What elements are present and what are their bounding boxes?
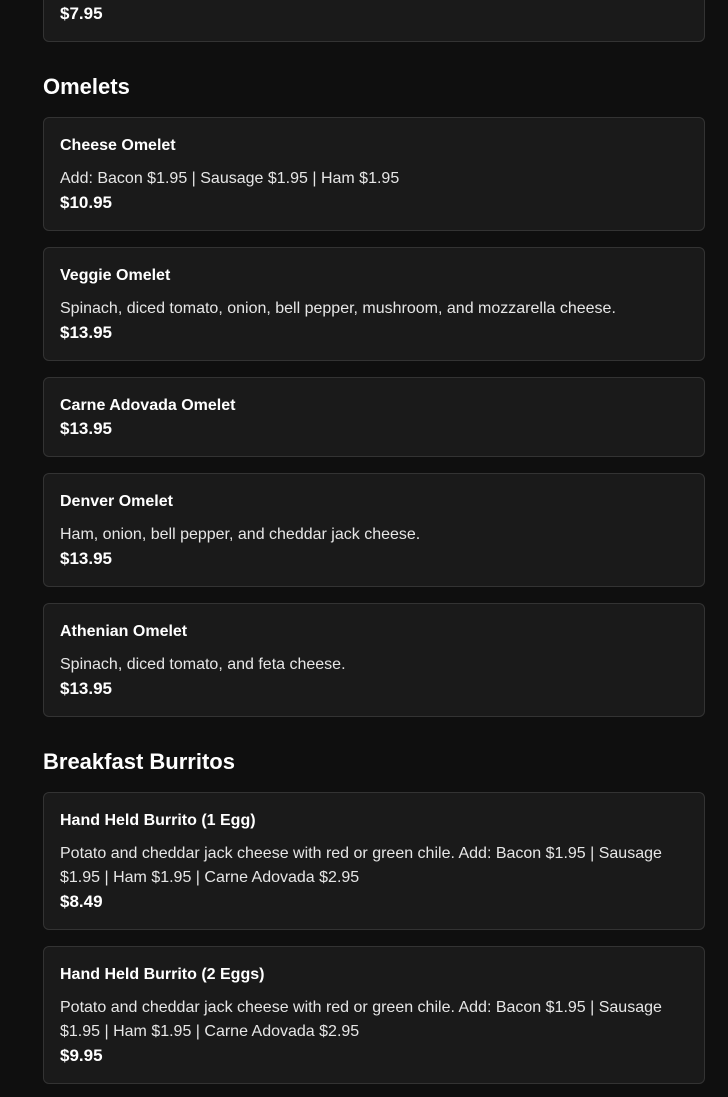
menu-item-name: Veggie Omelet (60, 267, 171, 284)
menu-item-description: Potato and cheddar jack cheese with red or green chile. Add: Bacon $1.95 | Sausage $1.95 | Ham $1.95 | Carne Adovada $2.95 (60, 999, 662, 1040)
menu-item-card (43, 117, 705, 231)
menu-item-card (43, 792, 705, 930)
menu-item-name: Cheese Omelet (60, 137, 176, 154)
menu-item-price: $9.95 (60, 1046, 103, 1065)
menu-item-name: Denver Omelet (60, 493, 173, 510)
menu-item-description: Spinach, diced tomato, onion, bell pepper, mushroom, and mozzarella cheese. (60, 300, 616, 317)
menu-item-card-oatmeal (43, 0, 705, 42)
menu-item-card (43, 946, 705, 1084)
menu-item-price: $13.95 (60, 419, 112, 438)
menu-item-card (43, 473, 705, 587)
menu-item-description: Potato and cheddar jack cheese with red or green chile. Add: Bacon $1.95 | Sausage $1.95 | Ham $1.95 | Carne Adovada $2.95 (60, 845, 662, 886)
menu-item-description: Spinach, diced tomato, and feta cheese. (60, 656, 346, 673)
menu-item-name: Hand Held Burrito (1 Egg) (60, 812, 256, 829)
menu-item-description: Add: Bacon $1.95 | Sausage $1.95 | Ham $1.95 (60, 170, 400, 187)
menu-item-card (43, 377, 705, 457)
section-title-breakfast-burritos: Breakfast Burritos (43, 749, 235, 774)
menu-item-price: $13.95 (60, 549, 112, 568)
section-title-omelets: Omelets (43, 74, 130, 99)
menu-item-name: Athenian Omelet (60, 623, 188, 640)
menu-item-card (43, 247, 705, 361)
menu-content (43, 0, 705, 1097)
menu-item-name: Carne Adovada Omelet (60, 397, 236, 414)
menu-item-price: $13.95 (60, 323, 112, 342)
menu-item-card (43, 603, 705, 717)
menu-item-name: Hand Held Burrito (2 Eggs) (60, 966, 265, 983)
menu-item-price: $7.95 (60, 4, 103, 23)
menu-item-description: Ham, onion, bell pepper, and cheddar jack cheese. (60, 526, 421, 543)
menu-item-price: $8.49 (60, 892, 103, 911)
menu-item-price: $13.95 (60, 679, 112, 698)
menu-item-price: $10.95 (60, 193, 112, 212)
